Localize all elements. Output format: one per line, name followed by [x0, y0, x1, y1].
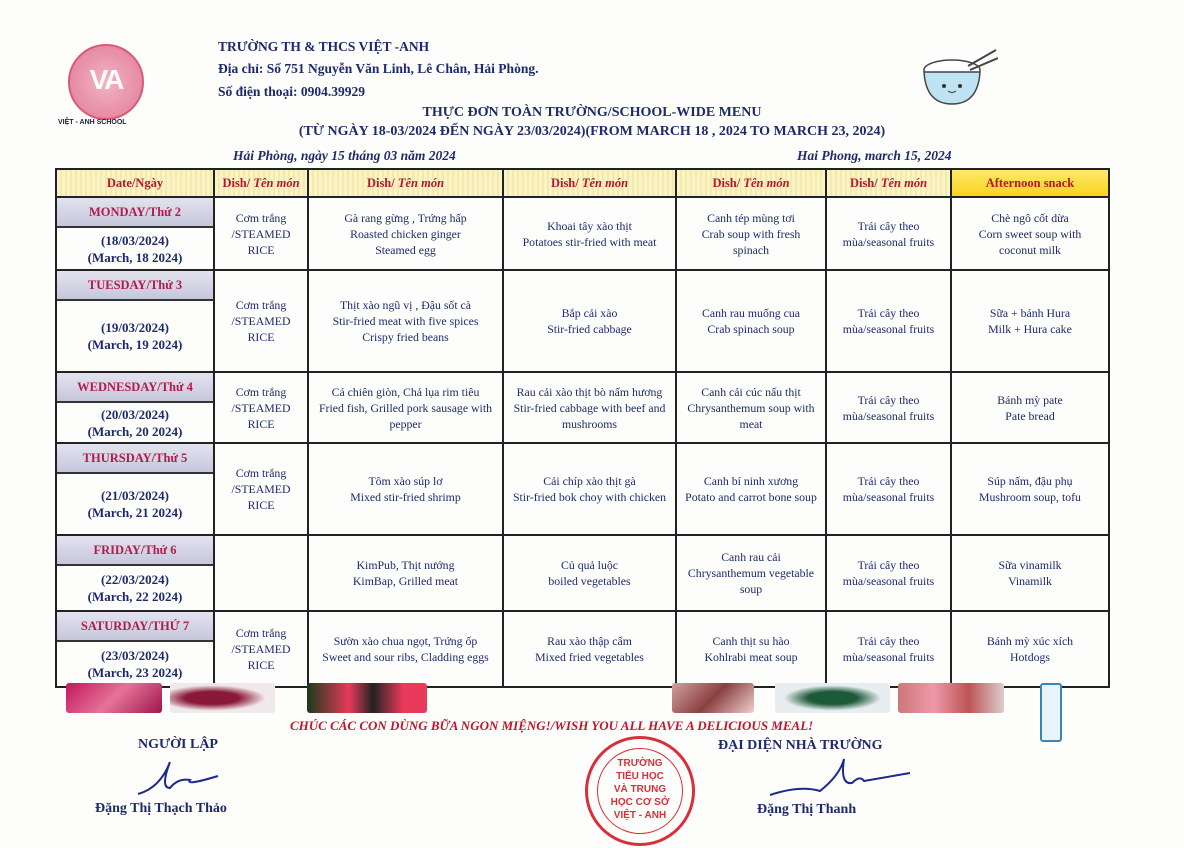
snack-cell: [951, 197, 1109, 270]
table-row: [56, 372, 1109, 443]
day-name: THURSDAY/Thứ 5: [57, 444, 213, 474]
day-cell: [56, 611, 214, 687]
date-numeric: (18/03/2024): [101, 232, 169, 248]
school-logo: VA: [68, 44, 144, 120]
day-date: [57, 642, 213, 686]
dish-cell: [214, 197, 308, 270]
dish-line: Cơm trắng: [235, 466, 287, 480]
dish-line: Cơm trắng: [235, 298, 287, 312]
school-phone: Số điện thoại: 0904.39929: [218, 84, 366, 99]
header-label: Afternoon snack: [985, 176, 1075, 190]
dish-cell: [676, 270, 826, 372]
dish-line: RICE: [247, 416, 275, 431]
dish-cell: [826, 443, 951, 535]
column-header-dish: [503, 169, 676, 197]
food-photo-green-soup: [775, 683, 890, 713]
menu-date-range: (TỪ NGÀY 18-03/2024 ĐẾN NGÀY 23/03/2024)(FROM MARCH 18 , 2024 TO MARCH 23, 2024): [298, 124, 886, 139]
dish-cell: [826, 270, 951, 372]
column-header-dish: [826, 169, 951, 197]
issue-date-vi: Hải Phòng, ngày 15 tháng 03 năm 2024: [233, 148, 456, 163]
dish-line: Milk + Hura cake: [988, 322, 1072, 336]
preparer-name: Đặng Thị Thạch Thảo: [95, 801, 227, 816]
dish-line: Cơm trắng: [235, 210, 287, 225]
dish-line: spinach: [732, 242, 770, 257]
dish-line: Steamed egg: [375, 242, 436, 257]
dish-line: mùa/seasonal fruits: [842, 408, 935, 423]
dish-line: Hotdogs: [1010, 650, 1050, 664]
dish-line: Sweet and sour ribs, Cladding eggs: [322, 650, 489, 664]
date-english: (March, 19 2024): [87, 337, 183, 352]
rice-bowl-icon: [918, 48, 998, 108]
dish-cell: [503, 443, 676, 535]
dish-line: Canh bí ninh xương: [703, 474, 799, 488]
dish-line: Mixed fried vegetables: [535, 650, 644, 664]
dish-line: Fried fish, Grilled pork sausage with: [319, 400, 492, 415]
table-row: [56, 270, 1109, 372]
dish-line: Canh tép mùng tơi: [707, 210, 795, 225]
dish-cell: [676, 611, 826, 687]
dish-line: Trái cây theo: [857, 306, 920, 320]
dish-cell: [214, 372, 308, 443]
dish-line: Chè ngô cốt dừa: [991, 210, 1069, 225]
day-cell: [56, 535, 214, 611]
dish-cell: [503, 535, 676, 611]
date-english: (March, 20 2024): [87, 423, 183, 439]
header-label-vi: Tên món: [880, 176, 928, 190]
dish-line: Canh rau cải: [721, 550, 781, 564]
snack-cell: [951, 443, 1109, 535]
dish-cell: [214, 611, 308, 687]
dish-line: Stir-fried meat with five spices: [332, 314, 479, 328]
dish-line: meat: [739, 416, 763, 431]
dish-line: Sườn xào chua ngọt, Trứng ốp: [333, 634, 478, 648]
preparer-signature: [130, 758, 220, 803]
food-photo-watermelon: [307, 683, 427, 713]
dish-cell: [676, 197, 826, 270]
food-photo-platter: [898, 683, 1004, 713]
dish-line: Canh thịt su hào: [712, 634, 790, 648]
dish-line: Crab spinach soup: [707, 322, 795, 336]
dish-cell: [214, 443, 308, 535]
dish-line: Chrysanthemum vegetable: [687, 566, 815, 580]
table-row: [56, 535, 1109, 611]
dish-line: soup: [739, 582, 763, 596]
dish-cell: [214, 535, 308, 611]
date-numeric: (22/03/2024): [101, 572, 169, 587]
column-header-dish: [214, 169, 308, 197]
dish-line: Mixed stir-fried shrimp: [350, 490, 461, 504]
date-numeric: (23/03/2024): [101, 648, 169, 663]
day-date: [57, 301, 213, 371]
snack-cell: [951, 535, 1109, 611]
dish-line: Crab soup with fresh: [701, 226, 801, 241]
principal-role: ĐẠI DIỆN NHÀ TRƯỜNG: [718, 738, 883, 753]
dish-line: Potatoes stir-fried with meat: [522, 234, 657, 249]
dish-line: KimBap, Grilled meat: [352, 574, 459, 588]
header-label: Dish/: [366, 176, 398, 190]
dish-line: Canh cải cúc nấu thịt: [701, 384, 801, 399]
dish-cell: [308, 197, 503, 270]
date-english: (March, 22 2024): [87, 589, 183, 604]
day-cell: [56, 197, 214, 270]
dish-line: Rau cải xào thịt bò nấm hương: [516, 384, 663, 399]
dish-line: Chrysanthemum soup with: [687, 400, 815, 415]
food-photo-meat: [66, 683, 162, 713]
menu-table: [55, 168, 1110, 688]
dish-line: coconut milk: [999, 242, 1061, 257]
dish-cell: [826, 197, 951, 270]
preparer-role: NGƯỜI LẬP: [138, 737, 218, 752]
dish-line: Cơm trắng: [235, 384, 287, 399]
principal-name: Đặng Thị Thanh: [757, 802, 857, 817]
dish-line: Trái cây theo: [857, 474, 920, 488]
dish-line: Bắp cải xào: [561, 306, 618, 320]
dish-cell: [676, 443, 826, 535]
day-cell: [56, 270, 214, 372]
header-label: Dish/: [222, 176, 254, 190]
date-numeric: (19/03/2024): [101, 320, 169, 335]
dish-cell: [826, 372, 951, 443]
dish-line: Roasted chicken ginger: [350, 226, 461, 241]
dish-line: /STEAMED: [231, 226, 291, 241]
dish-line: RICE: [247, 498, 275, 512]
snack-cell: [951, 270, 1109, 372]
dish-line: Trái cây theo: [857, 558, 920, 572]
dish-line: Kohlrabi meat soup: [704, 650, 798, 664]
dish-line: Stir-fried cabbage: [547, 322, 632, 336]
dish-line: Stir-fried bok choy with chicken: [512, 490, 667, 504]
stamp-text: TRƯỜNG TIỂU HỌC VÀ TRUNG HỌC CƠ SỞ VIỆT - ANH: [610, 758, 670, 821]
food-photo-dish: [672, 683, 754, 713]
dish-cell: [308, 443, 503, 535]
dish-line: Tôm xào súp lơ: [368, 474, 443, 488]
dish-line: mùa/seasonal fruits: [842, 234, 935, 249]
header-label: Dish/: [550, 176, 582, 190]
dish-cell: [676, 535, 826, 611]
dish-line: Sữa + bánh Hura: [989, 306, 1071, 320]
dish-cell: [503, 611, 676, 687]
dish-line: Mushroom soup, tofu: [979, 490, 1081, 504]
dish-line: Potato and carrot bone soup: [685, 490, 817, 504]
dish-line: mùa/seasonal fruits: [842, 574, 935, 588]
dish-cell: [308, 372, 503, 443]
dish-line: RICE: [247, 242, 275, 257]
column-header-dish: [676, 169, 826, 197]
school-address: Địa chỉ: Số 751 Nguyễn Văn Linh, Lê Chân, Hải Phòng.: [218, 61, 539, 76]
menu-title: THỰC ĐƠN TOÀN TRƯỜNG/SCHOOL-WIDE MENU: [422, 105, 762, 120]
dish-line: Sữa vinamilk: [998, 558, 1062, 572]
dish-cell: [308, 535, 503, 611]
day-date: [57, 403, 213, 442]
header-label-vi: Tên món: [397, 176, 445, 190]
dish-line: RICE: [247, 658, 275, 672]
header-label-vi: Tên món: [743, 176, 790, 190]
dish-line: mùa/seasonal fruits: [842, 490, 935, 504]
dish-cell: [214, 270, 308, 372]
dish-line: Trái cây theo: [857, 634, 920, 648]
dish-line: Trái cây theo: [857, 218, 920, 233]
header-label-vi: Tên món: [253, 176, 300, 190]
header-label: Dish/: [712, 176, 744, 190]
header-label: Dish/: [849, 176, 881, 190]
dish-cell: [503, 372, 676, 443]
dish-line: boiled vegetables: [548, 574, 631, 588]
column-header-dish: [308, 169, 503, 197]
day-name: SATURDAY/THỨ 7: [57, 612, 213, 642]
food-photo-soup: [170, 683, 275, 713]
dish-line: Khoai tây xào thịt: [547, 218, 632, 233]
slogan: CHÚC CÁC CON DÙNG BỮA NGON MIỆNG!/WISH YOU ALL HAVE A DELICIOUS MEAL!: [290, 718, 814, 733]
date-english: (March, 23 2024): [87, 665, 183, 680]
date-numeric: (21/03/2024): [101, 488, 169, 503]
table-row: [56, 611, 1109, 687]
day-name: WEDNESDAY/Thứ 4: [57, 373, 213, 403]
date-numeric: (20/03/2024): [101, 406, 169, 422]
dish-line: Súp nấm, đậu phụ: [987, 474, 1073, 488]
dish-cell: [308, 611, 503, 687]
dish-cell: [308, 270, 503, 372]
dish-line: Cơm trắng: [235, 626, 287, 640]
dish-line: RICE: [247, 330, 275, 344]
dish-cell: [503, 197, 676, 270]
dish-line: Rau xào thập cẩm: [547, 634, 632, 648]
day-date: [57, 228, 213, 269]
dish-line: Cải chíp xào thịt gà: [543, 474, 636, 488]
table-row: [56, 197, 1109, 270]
dish-line: mushrooms: [561, 416, 618, 431]
dish-line: mùa/seasonal fruits: [842, 650, 935, 664]
dish-cell: [826, 611, 951, 687]
dish-line: Canh rau muống cua: [702, 306, 800, 320]
dish-line: Bánh mỳ pate: [997, 392, 1063, 407]
dish-line: /STEAMED: [231, 642, 291, 656]
issue-date-en: Hai Phong, march 15, 2024: [797, 148, 952, 163]
header-label: Date/Ngày: [106, 176, 164, 190]
school-stamp: [585, 736, 695, 846]
date-english: (March, 18 2024): [87, 249, 183, 265]
dish-line: Cá chiên giòn, Chả lụa rim tiêu: [331, 384, 480, 399]
snack-cell: [951, 611, 1109, 687]
dish-cell: [503, 270, 676, 372]
dish-line: Thịt xào ngũ vị , Đậu sốt cà: [339, 298, 472, 312]
dish-line: /STEAMED: [231, 400, 291, 415]
column-header-date: [56, 169, 214, 197]
milk-carton-icon: [1040, 683, 1062, 742]
table-row: [56, 443, 1109, 535]
dish-line: Vinamilk: [1008, 574, 1052, 588]
dish-line: mùa/seasonal fruits: [842, 322, 935, 336]
table-header-row: [56, 169, 1109, 197]
dish-line: Củ quả luộc: [560, 558, 618, 572]
day-name: MONDAY/Thứ 2: [57, 198, 213, 228]
day-date: [57, 566, 213, 610]
dish-line: Bánh mỳ xúc xích: [986, 634, 1074, 648]
day-date: [57, 474, 213, 534]
header-label-vi: Tên món: [581, 176, 629, 190]
dish-cell: [826, 535, 951, 611]
dish-line: KimPub, Thịt nướng: [356, 558, 455, 572]
column-header-snack: [951, 169, 1109, 197]
day-name: TUESDAY/Thứ 3: [57, 271, 213, 301]
dish-line: Corn sweet soup with: [978, 226, 1082, 241]
dish-line: Pate bread: [1005, 408, 1055, 423]
dish-line: pepper: [389, 416, 422, 431]
snack-cell: [951, 372, 1109, 443]
dish-line: /STEAMED: [231, 314, 291, 328]
date-english: (March, 21 2024): [87, 505, 183, 520]
day-cell: [56, 443, 214, 535]
dish-line: /STEAMED: [231, 482, 291, 496]
dish-cell: [676, 372, 826, 443]
dish-line: Stir-fried cabbage with beef and: [513, 400, 666, 415]
day-cell: [56, 372, 214, 443]
dish-line: Gà rang gừng , Trứng hấp: [344, 210, 467, 225]
dish-line: Trái cây theo: [857, 392, 920, 407]
school-name: TRƯỜNG TH & THCS VIỆT -ANH: [218, 39, 430, 54]
dish-line: Crispy fried beans: [362, 330, 449, 344]
day-name: FRIDAY/Thứ 6: [57, 536, 213, 566]
logo-caption: VIỆT - ANH SCHOOL: [58, 119, 127, 126]
